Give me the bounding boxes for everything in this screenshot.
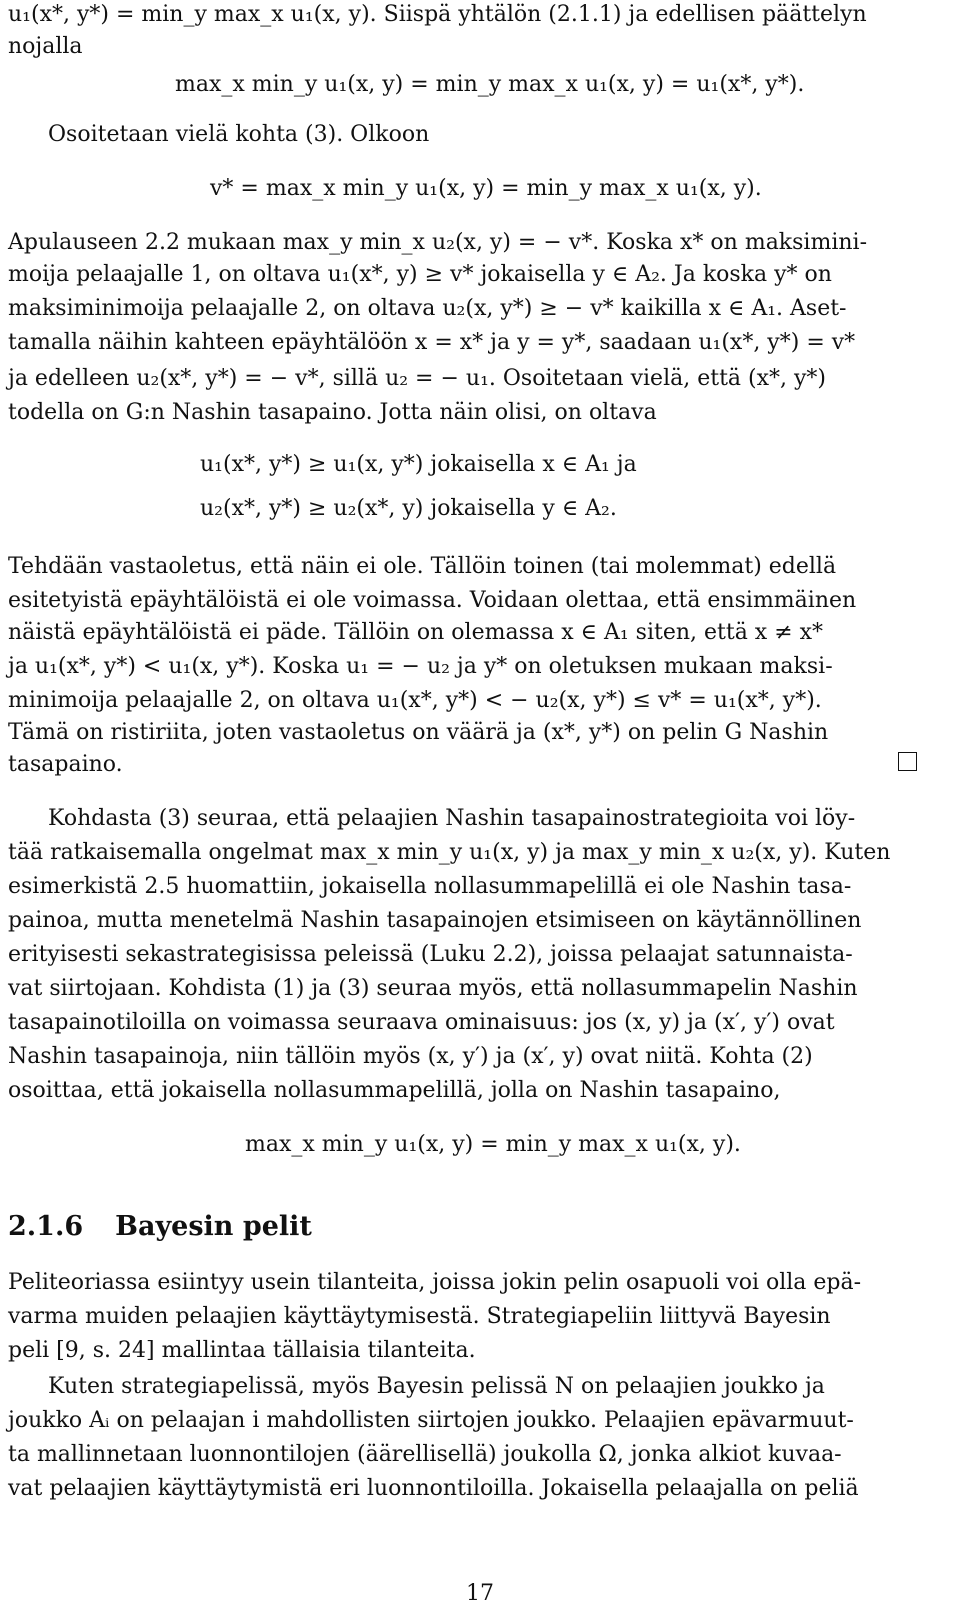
remark-line: tää ratkaisemalla ongelmat max_x min_y u₁(x, y) ja max_y min_x u₂(x, y). Kuten bbox=[8, 840, 891, 865]
remark-line: erityisesti sekastrategisissa peleissä (Luku 2.2), joissa pelaajat satunnaista- bbox=[8, 942, 853, 967]
section-line: joukko Aᵢ on pelaajan i mahdollisten siirtojen joukko. Pelaajien epävarmuut- bbox=[8, 1408, 854, 1433]
section-line: varma muiden pelaajien käyttäytymisestä. Strategiapeliin liittyvä Bayesin bbox=[8, 1304, 831, 1329]
proof-line: Apulauseen 2.2 mukaan max_y min_x u₂(x, y) = − v*. Koska x* on maksimini- bbox=[8, 230, 867, 255]
proof-line: tamalla näihin kahteen epäyhtälöön x = x* ja y = y*, saadaan u₁(x*, y*) = v* bbox=[8, 330, 856, 355]
proof-line: todella on G:n Nashin tasapaino. Jotta näin olisi, on oltava bbox=[8, 400, 657, 425]
remark-line: vat siirtojaan. Kohdista (1) ja (3) seuraa myös, että nollasummapelin Nashin bbox=[8, 976, 858, 1001]
section-number: 2.1.6 bbox=[8, 1211, 84, 1242]
proof-line: nojalla bbox=[8, 34, 83, 59]
remark-line: esimerkistä 2.5 huomattiin, jokaisella nollasummapelillä ei ole Nashin tasa- bbox=[8, 874, 852, 899]
remark-line: tasapainotiloilla on voimassa seuraava ominaisuus: jos (x, y) ja (x′, y′) ovat bbox=[8, 1010, 835, 1035]
proof-line: Osoitetaan vielä kohta (3). Olkoon bbox=[48, 122, 430, 147]
remark-line: Kohdasta (3) seuraa, että pelaajien Nashin tasapainostrategioita voi löy- bbox=[48, 806, 856, 831]
proof-line: näistä epäyhtälöistä ei päde. Tällöin on olemassa x ∈ A₁ siten, että x ≠ x* bbox=[8, 620, 824, 645]
qed-box-icon bbox=[898, 752, 917, 771]
proof-line: minimoija pelaajalle 2, on oltava u₁(x*, y*) < − u₂(x, y*) ≤ v* = u₁(x*, y*). bbox=[8, 688, 822, 713]
proof-line: moija pelaajalle 1, on oltava u₁(x*, y) ≥ v* jokaisella y ∈ A₂. Ja koska y* on bbox=[8, 262, 832, 287]
display-equation: u₁(x*, y*) ≥ u₁(x, y*) jokaisella x ∈ A₁ ja bbox=[200, 452, 637, 477]
page-number: 17 bbox=[466, 1581, 494, 1606]
section-line: Peliteoriassa esiintyy usein tilanteita, joissa jokin pelin osapuoli voi olla epä- bbox=[8, 1270, 862, 1295]
proof-line: esitetyistä epäyhtälöistä ei ole voimassa. Voidaan olettaa, että ensimmäinen bbox=[8, 588, 857, 613]
display-equation: max_x min_y u₁(x, y) = min_y max_x u₁(x, y) = u₁(x*, y*). bbox=[175, 72, 805, 97]
section-line: vat pelaajien käyttäytymistä eri luonnontiloilla. Jokaisella pelaajalla on peliä bbox=[8, 1476, 859, 1501]
proof-line: Tämä on ristiriita, joten vastaoletus on väärä ja (x*, y*) on pelin G Nashin bbox=[8, 720, 829, 745]
proof-line: Tehdään vastaoletus, että näin ei ole. Tällöin toinen (tai molemmat) edellä bbox=[8, 554, 837, 579]
display-equation: max_x min_y u₁(x, y) = min_y max_x u₁(x, y). bbox=[245, 1132, 741, 1157]
proof-line: ja u₁(x*, y*) < u₁(x, y*). Koska u₁ = − u₂ ja y* on oletuksen mukaan maksi- bbox=[8, 654, 833, 679]
section-line: ta mallinnetaan luonnontilojen (äärellisellä) joukolla Ω, jonka alkiot kuvaa- bbox=[8, 1442, 842, 1467]
section-line: Kuten strategiapelissä, myös Bayesin pelissä N on pelaajien joukko ja bbox=[48, 1374, 825, 1399]
display-equation: u₂(x*, y*) ≥ u₂(x*, y) jokaisella y ∈ A₂. bbox=[200, 496, 617, 521]
display-equation: v* = max_x min_y u₁(x, y) = min_y max_x u₁(x, y). bbox=[210, 176, 762, 201]
remark-line: painoa, mutta menetelmä Nashin tasapainojen etsimiseen on käytännöllinen bbox=[8, 908, 862, 933]
proof-line: tasapaino. bbox=[8, 752, 123, 777]
remark-line: Nashin tasapainoja, niin tällöin myös (x, y′) ja (x′, y) ovat niitä. Kohta (2) bbox=[8, 1044, 813, 1069]
proof-line: maksiminimoija pelaajalle 2, on oltava u₂(x, y*) ≥ − v* kaikilla x ∈ A₁. Aset- bbox=[8, 296, 847, 321]
section-heading bbox=[8, 1213, 312, 1240]
proof-line: ja edelleen u₂(x*, y*) = − v*, sillä u₂ = − u₁. Osoitetaan vielä, että (x*, y*) bbox=[8, 366, 827, 391]
section-title: Bayesin pelit bbox=[115, 1211, 312, 1242]
section-line: peli [9, s. 24] mallintaa tällaisia tilanteita. bbox=[8, 1338, 476, 1363]
remark-line: osoittaa, että jokaisella nollasummapelillä, jolla on Nashin tasapaino, bbox=[8, 1078, 781, 1103]
proof-line: u₁(x*, y*) = min_y max_x u₁(x, y). Siispä yhtälön (2.1.1) ja edellisen päättelyn bbox=[8, 2, 867, 27]
